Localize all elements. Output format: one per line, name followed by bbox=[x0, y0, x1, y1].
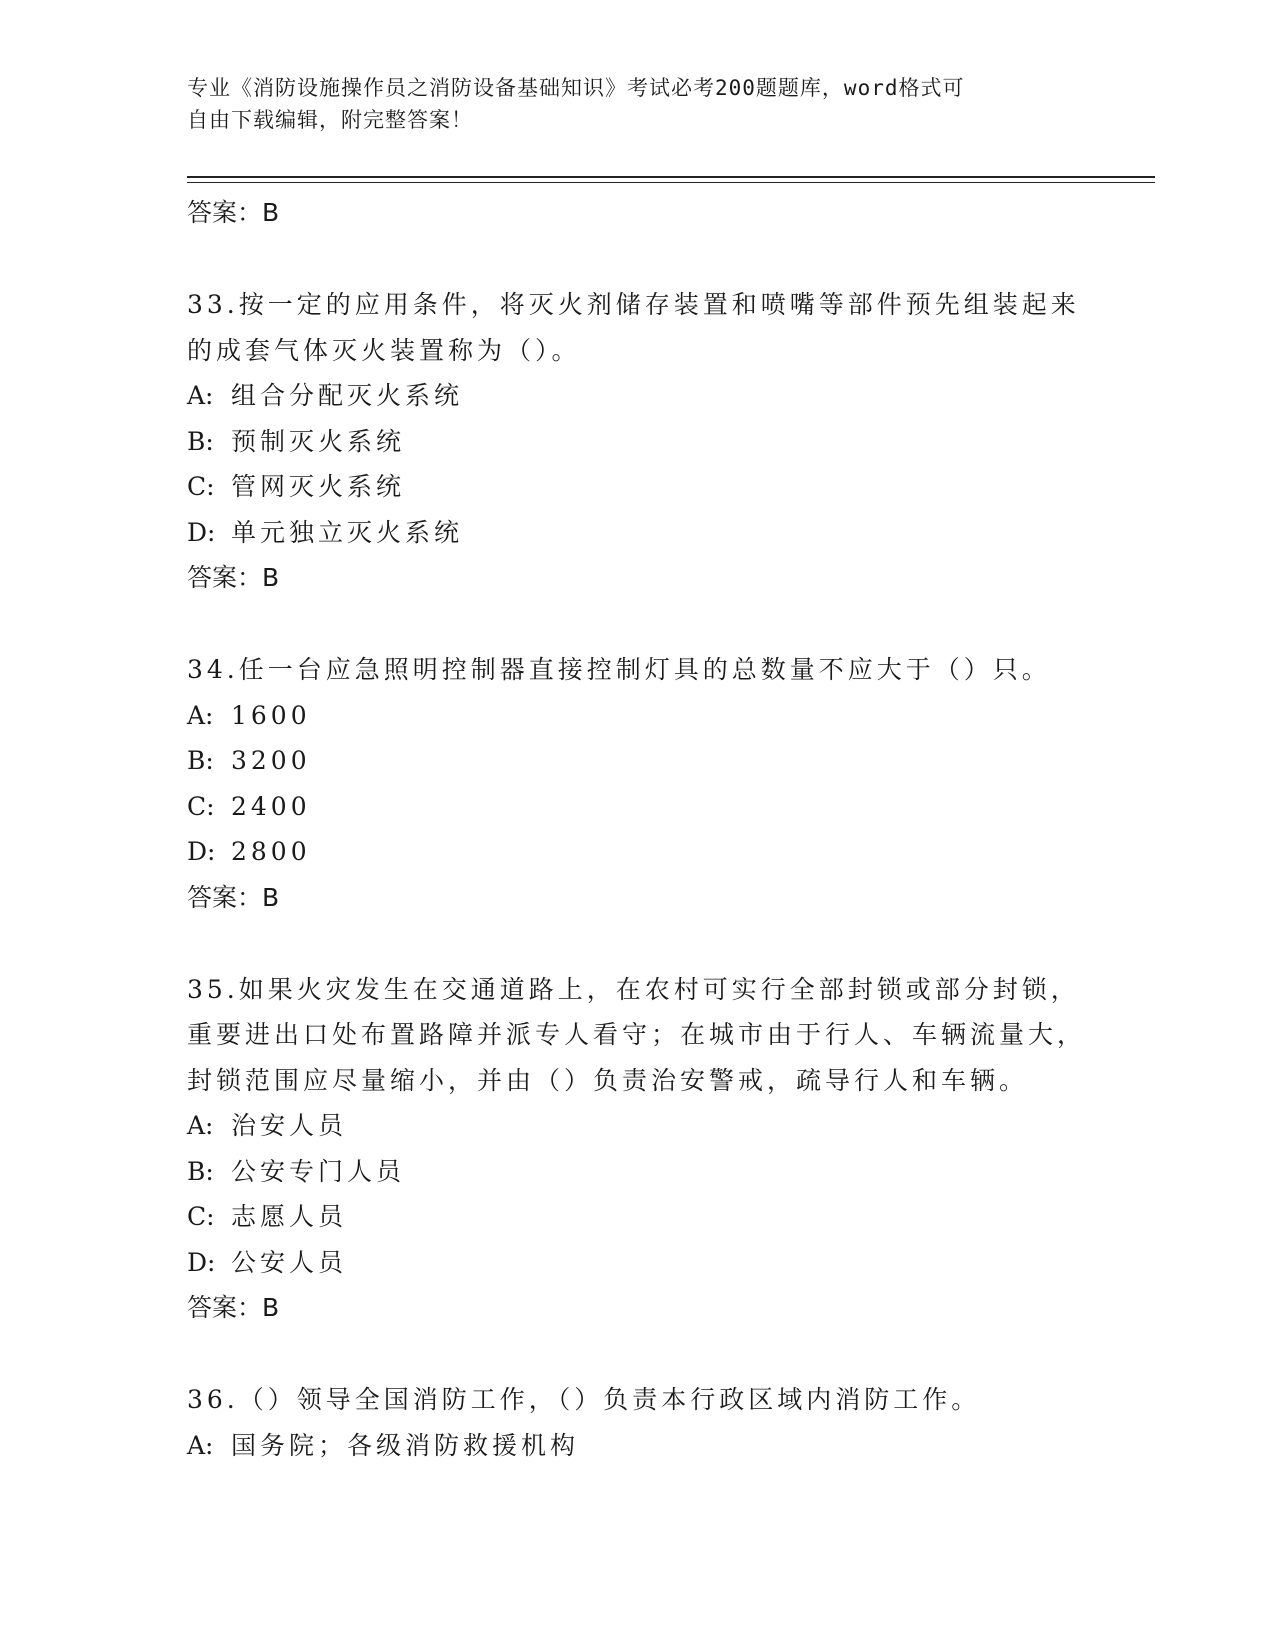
question-text: 35.如果火灾发生在交通道路上，在农村可实行全部封锁或部分封锁，重要进出口处布置路障并派专人看守；在城市由于行人、车辆流量大，封锁范围应尽量缩小，并由（）负责治安警戒，疏导行人和车辆。 bbox=[187, 974, 1087, 1095]
option-key: C: bbox=[187, 472, 215, 501]
option-a bbox=[187, 693, 1087, 739]
option-key: A: bbox=[187, 381, 214, 410]
option-key: C: bbox=[187, 1202, 215, 1231]
question-35 bbox=[187, 967, 1087, 1332]
option-key: B: bbox=[187, 746, 214, 775]
header-line-1: 专业《消防设施操作员之消防设备基础知识》考试必考200题题库，word格式可 bbox=[187, 76, 965, 100]
option-value: 管网灭火系统 bbox=[231, 472, 406, 501]
option-value: 3200 bbox=[231, 746, 311, 775]
option-c bbox=[187, 784, 1087, 830]
option-value: 国务院；各级消防救援机构 bbox=[231, 1430, 580, 1460]
option-key: B: bbox=[187, 426, 214, 456]
answer-line: 答案：B bbox=[187, 1293, 280, 1322]
header-line-2: 自由下载编辑，附完整答案！ bbox=[187, 108, 473, 132]
option-value: 2400 bbox=[231, 791, 311, 821]
option-d bbox=[187, 510, 1087, 556]
option-a bbox=[187, 1103, 1087, 1149]
question-33 bbox=[187, 282, 1087, 601]
question-36 bbox=[187, 1377, 1087, 1468]
option-b bbox=[187, 419, 1087, 465]
answer-line: 答案：B bbox=[187, 563, 280, 592]
question-34 bbox=[187, 647, 1087, 921]
option-key: C: bbox=[187, 791, 215, 821]
option-d bbox=[187, 1240, 1087, 1286]
option-b bbox=[187, 738, 1087, 784]
option-value: 公安人员 bbox=[231, 1247, 348, 1277]
answer-line: 答案：B bbox=[187, 882, 280, 912]
option-key: D: bbox=[187, 837, 216, 866]
question-text: 34.任一台应急照明控制器直接控制灯具的总数量不应大于（）只。 bbox=[187, 655, 1051, 684]
option-value: 1600 bbox=[231, 700, 311, 730]
option-value: 公安专门人员 bbox=[231, 1156, 406, 1186]
option-c bbox=[187, 1194, 1087, 1240]
option-key: A: bbox=[187, 1111, 214, 1140]
document-header bbox=[187, 72, 1067, 136]
option-a bbox=[187, 1423, 1087, 1469]
option-d bbox=[187, 829, 1087, 875]
option-b bbox=[187, 1149, 1087, 1195]
option-value: 单元独立灭火系统 bbox=[231, 517, 464, 547]
option-key: A: bbox=[187, 700, 214, 730]
option-value: 2800 bbox=[231, 837, 311, 866]
header-divider-bottom bbox=[187, 182, 1155, 183]
answer-line: 答案：B bbox=[187, 198, 280, 227]
option-key: B: bbox=[187, 1156, 214, 1186]
question-text: 33.按一定的应用条件，将灭火剂储存装置和喷嘴等部件预先组装起来的成套气体灭火装置称为（）。 bbox=[187, 290, 1080, 365]
option-c bbox=[187, 464, 1087, 510]
option-value: 预制灭火系统 bbox=[231, 426, 406, 456]
option-value: 组合分配灭火系统 bbox=[231, 381, 464, 410]
header-divider-top bbox=[187, 176, 1155, 178]
option-key: A: bbox=[187, 1430, 214, 1460]
option-value: 治安人员 bbox=[231, 1111, 348, 1140]
option-a bbox=[187, 373, 1087, 419]
question-text: 36.（）领导全国消防工作，（）负责本行政区域内消防工作。 bbox=[187, 1385, 981, 1414]
option-key: D: bbox=[187, 1247, 216, 1277]
question-list bbox=[187, 190, 1087, 1468]
option-value: 志愿人员 bbox=[231, 1202, 348, 1231]
option-key: D: bbox=[187, 517, 216, 547]
